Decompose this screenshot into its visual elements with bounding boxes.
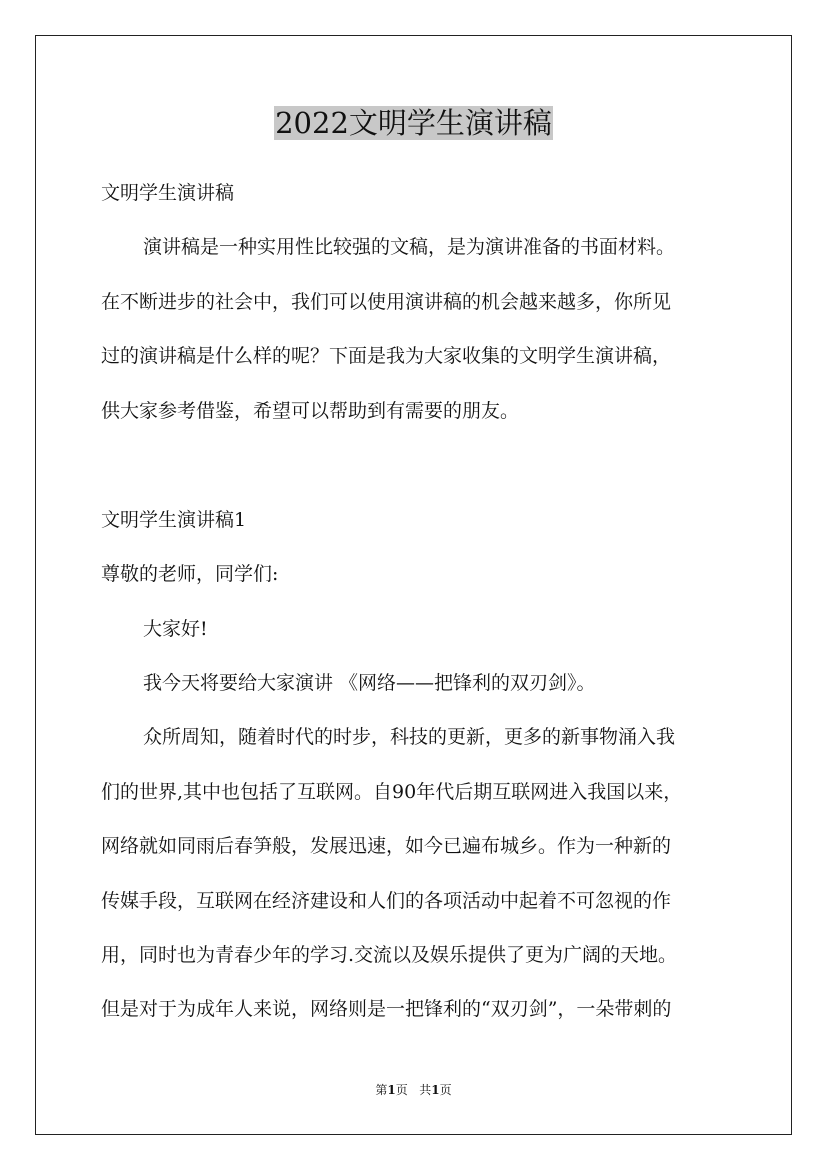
- body-line-3: 网络就如同雨后春笋般，发展迅速，如今已遍布城乡。作为一种新的: [101, 835, 672, 857]
- footer-total-prefix: 共: [419, 1083, 432, 1097]
- body-line-2: 们的世界,其中也包括了互联网。自90年代后期互联网进入我国以来，: [101, 781, 683, 803]
- footer-total-pages: 1: [431, 1083, 440, 1097]
- intro-line-3: 过的演讲稿是什么样的呢？下面是我为大家收集的文明学生演讲稿，: [101, 345, 672, 367]
- intro-line-4: 供大家参考借鉴，希望可以帮助到有需要的朋友。: [101, 400, 520, 422]
- document-title: [0, 104, 827, 142]
- document-title-text: 2022文明学生演讲稿: [275, 106, 552, 140]
- body-line-1: 众所周知，随着时代的时步，科技的更新，更多的新事物涌入我: [143, 726, 676, 748]
- document-heading: 文明学生演讲稿: [101, 182, 235, 204]
- intro-line-1: 演讲稿是一种实用性比较强的文稿，是为演讲准备的书面材料。: [143, 236, 676, 258]
- footer-page-number: 1: [387, 1083, 396, 1097]
- section-title: 文明学生演讲稿1: [101, 509, 247, 531]
- body-line-6: 但是对于为成年人来说，网络则是一把锋利的“双刃剑”，一朵带刺的: [101, 998, 672, 1020]
- footer-page-suffix: 页: [395, 1083, 408, 1097]
- topic-line: 我今天将要给大家演讲 《网络——把锋利的双刃剑》。: [143, 672, 596, 694]
- footer-page-prefix: 第: [375, 1083, 388, 1097]
- page-footer: [0, 1082, 827, 1098]
- salutation: 尊敬的老师，同学们:: [101, 563, 279, 585]
- greeting: 大家好!: [143, 618, 208, 640]
- footer-total-suffix: 页: [439, 1083, 452, 1097]
- body-line-4: 传媒手段，互联网在经济建设和人们的各项活动中起着不可忽视的作: [101, 890, 672, 912]
- intro-line-2: 在不断进步的社会中，我们可以使用演讲稿的机会越来越多，你所见: [101, 291, 672, 313]
- body-line-5: 用，同时也为青春少年的学习.交流以及娱乐提供了更为广阔的天地。: [101, 944, 678, 966]
